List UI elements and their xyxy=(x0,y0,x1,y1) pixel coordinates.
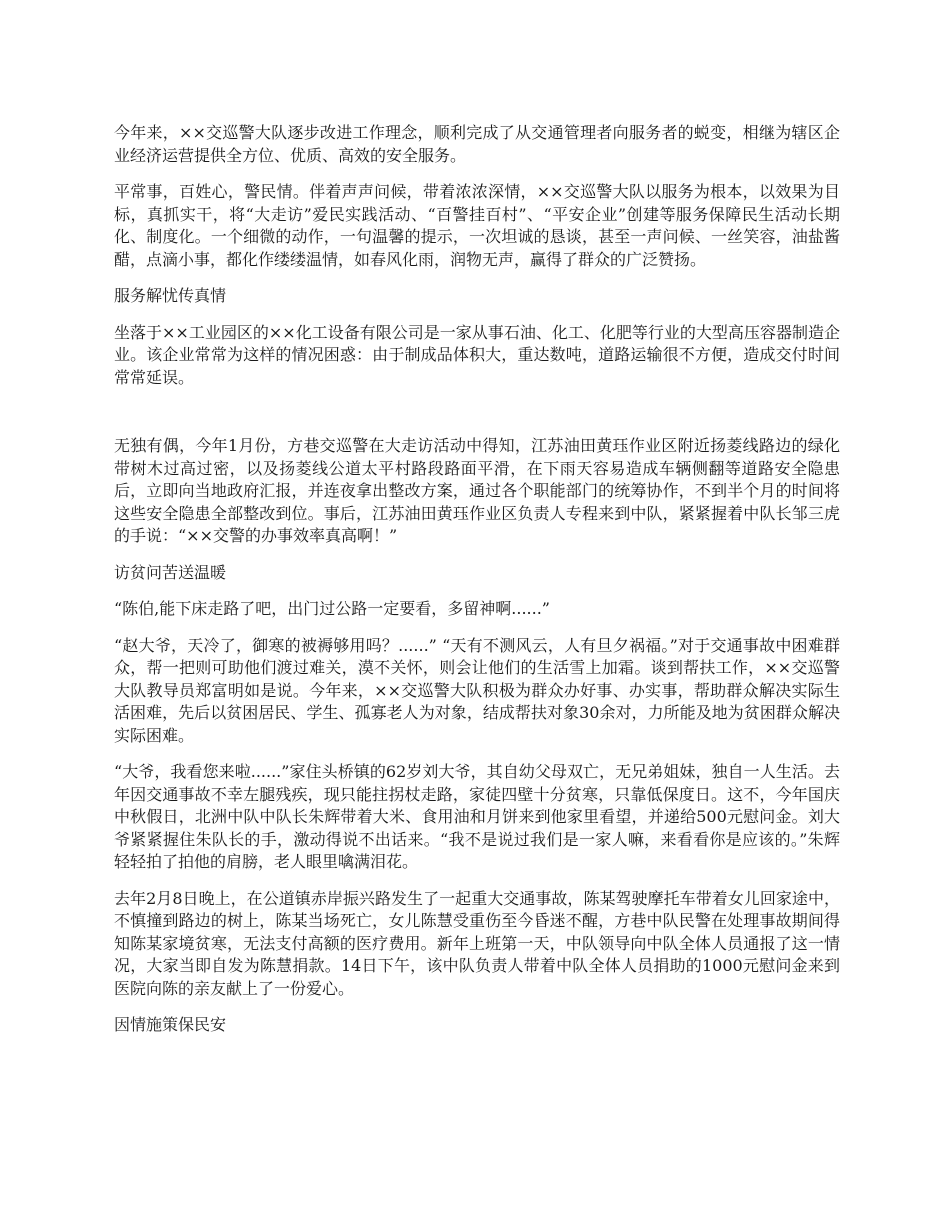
section-heading-service: 服务解忧传真情 xyxy=(114,286,227,305)
paragraph-enterprise: 坐落于××工业园区的××化工设备有限公司是一家从事石油、化工、化肥等行业的大型高压容器制造企业。该企业常常为这样的情况困惑：由于制成品体积大，重达数吨，道路运输很不方便，造成交付时间常常延误。 xyxy=(114,322,840,387)
paragraph-liu: “大爷，我看您来啦......”家住头桥镇的62岁刘大爷，其自幼父母双亡，无兄弟姐妹，独自一人生活。去年因交通事故不幸左腿残疾，现只能拄拐杖走路，家徒四壁十分贫寒，只靠低保度日。这不，今年国庆中秋假日，北洲中队中队长朱辉带着大米、食用油和月饼来到他家里看望，并递给500元慰问金。刘大爷紧紧握住朱队长的手，激动得说不出话来。“我不是说过我们是一家人嘛，来看看你是应该的。”朱辉轻轻拍了拍他的肩膀，老人眼里噙满泪花。 xyxy=(114,762,840,871)
paragraph-assistance: “赵大爷，天冷了，御寒的被褥够用吗？......” “天有不测风云，人有旦夕祸福。”对于交通事故中困难群众，帮一把则可助他们渡过难关，漠不关怀，则会让他们的生活雪上加霜。谈到帮扶工作，××交巡警大队教导员郑富明如是说。今年来，××交巡警大队积极为群众办好事、办实事，帮助群众解决实际生活困难，先后以贫困居民、学生、孤寡老人为对象，结成帮扶对象30余对，力所能及地为贫困群众解决实际困难。 xyxy=(114,635,840,745)
blank-spacer xyxy=(114,403,840,435)
paragraph-intro: 今年来，××交巡警大队逐步改进工作理念，顺利完成了从交通管理者向服务者的蜕变，相继为辖区企业经济运营提供全方位、优质、高效的安全服务。 xyxy=(114,123,840,165)
paragraph-quote-chen: “陈伯,能下床走路了吧，出门过公路一定要看，多留神啊......” xyxy=(114,599,550,618)
section-heading-visit: 访贫问苦送温暖 xyxy=(114,562,227,582)
document-page xyxy=(114,122,840,1051)
paragraph-donation: 去年2月8日晚上，在公道镇赤岸振兴路发生了一起重大交通事故，陈某驾驶摩托车带着女儿回家途中，不慎撞到路边的树上，陈某当场死亡，女儿陈慧受重伤至今昏迷不醒，方巷中队民警在处理事故期间得知陈某家境贫寒，无法支付高额的医疗费用。新年上班第一天，中队领导向中队全体人员通报了这一情况，大家当即自发为陈慧捐款。14日下午，该中队负责人带着中队全体人员捐助的1000元慰问金来到医院向陈的亲友献上了一份爱心。 xyxy=(114,888,840,998)
paragraph-road-hazard: 无独有偶，今年1月份，方巷交巡警在大走访活动中得知，江苏油田黄珏作业区附近扬菱线路边的绿化带树木过高过密，以及扬菱线公道太平村路段路面平滑，在下雨天容易造成车辆侧翻等道路安全隐患后，立即向当地政府汇报，并连夜拿出整改方案，通过各个职能部门的统筹协作，不到半个月的时间将这些安全隐患全部整改到位。事后，江苏油田黄珏作业区负责人专程来到中队，紧紧握着中队长邹三虎的手说：“××交警的办事效率真高啊！” xyxy=(114,436,840,545)
paragraph-service-overview: 平常事，百姓心，警民情。伴着声声问候，带着浓浓深情，××交巡警大队以服务为根本，以效果为目标，真抓实干，将“大走访”爱民实践活动、“百警挂百村”、“平安企业”创建等服务保障民生活动长期化、制度化。一个细微的动作，一句温馨的提示，一次坦诚的恳谈，甚至一声问候、一丝笑容，油盐酱醋，点滴小事，都化作缕缕温情，如春风化雨，润物无声，赢得了群众的广泛赞扬。 xyxy=(114,182,840,269)
section-heading-safety: 因情施策保民安 xyxy=(114,1015,227,1034)
